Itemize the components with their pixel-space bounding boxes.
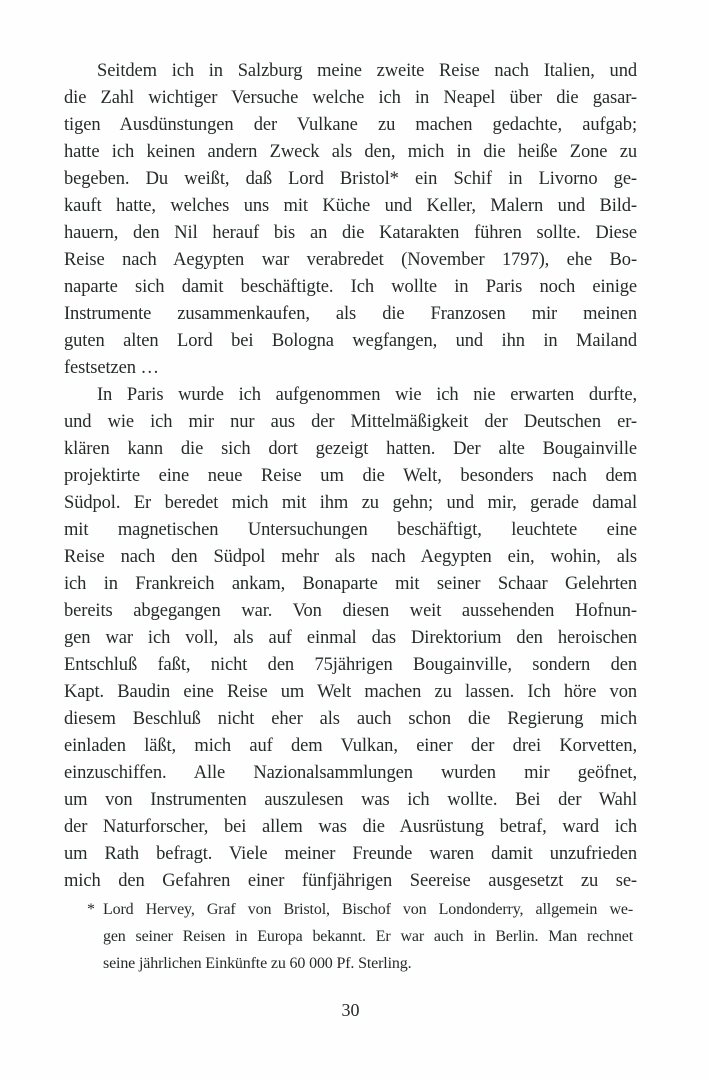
text-line: Entschluß faßt, nicht den 75jährigen Bougainville, sondern den [64,655,637,675]
text-line: In Paris wurde ich aufgenommen wie ich nie erwarten durfte, [97,385,637,405]
body-text [64,58,637,895]
text-line: mich den Gefahren einer fünfjährigen Seereise ausgesetzt zu se- [64,871,637,891]
text-line: projektirte eine neue Reise um die Welt, besonders nach dem [64,466,637,486]
text-line: gen war ich voll, als auf einmal das Direktorium den heroischen [64,628,637,648]
text-line: bereits abgegangen war. Von diesen weit aussehenden Hofnun- [64,601,637,621]
text-line: Instrumente zusammenkaufen, als die Franzosen mir meinen [64,304,637,324]
text-line: diesem Beschluß nicht eher als auch schon die Regierung mich [64,709,637,729]
text-line: gen seiner Reisen in Europa bekannt. Er war auch in Berlin. Man rechnet [103,928,633,945]
text-line: Kapt. Baudin eine Reise um Welt machen zu lassen. Ich höre von [64,682,637,702]
text-line: Lord Hervey, Graf von Bristol, Bischof von Londonderry, allgemein we- [103,901,633,918]
text-line: hatte ich keinen andern Zweck als den, mich in die heiße Zone zu [64,142,637,162]
text-line: Südpol. Er beredet mich mit ihm zu gehn; und mir, gerade damal [64,493,637,513]
text-line: festsetzen … [64,358,159,378]
page-number: 30 [341,1000,360,1020]
text-line: Reise nach den Südpol mehr als nach Aegypten ein, wohin, als [64,547,637,567]
text-line: Seitdem ich in Salzburg meine zweite Reise nach Italien, und [97,61,637,81]
text-line: die Zahl wichtiger Versuche welche ich in Neapel über die gasar- [64,88,637,108]
text-line: seine jährlichen Einkünfte zu 60 000 Pf. Sterling. [103,955,412,972]
text-line: Reise nach Aegypten war verabredet (November 1797), ehe Bo- [64,250,637,270]
text-line: kauft hatte, welches uns mit Küche und Keller, Malern und Bild- [64,196,637,216]
text-line: mit magnetischen Untersuchungen beschäftigt, leuchtete eine [64,520,637,540]
text-line: tigen Ausdünstungen der Vulkane zu machen gedachte, aufgab; [64,115,637,135]
text-line: um von Instrumenten auszulesen was ich wollte. Bei der Wahl [64,790,637,810]
paragraph [64,58,637,382]
text-line: guten alten Lord bei Bologna wegfangen, und ihn in Mailand [64,331,637,351]
text-line: einladen läßt, mich auf dem Vulkan, einer der drei Korvetten, [64,736,637,756]
footnote-text [103,896,633,977]
text-line: hauern, den Nil herauf bis an die Katarakten führen sollte. Diese [64,223,637,243]
text-line: klären kann die sich dort gezeigt hatten. Der alte Bougainville [64,439,637,459]
paragraph [64,382,637,895]
text-line: naparte sich damit beschäftigte. Ich wollte in Paris noch einige [64,277,637,297]
footnote-marker: * [87,901,95,918]
text-line: um Rath befragt. Viele meiner Freunde waren damit unzufrieden [64,844,637,864]
footnote [87,896,633,977]
text-line: und wie ich mir nur aus der Mittelmäßigkeit der Deutschen er- [64,412,637,432]
text-line: einzuschiffen. Alle Nazionalsammlungen wurden mir geöfnet, [64,763,637,783]
text-line: begeben. Du weißt, daß Lord Bristol* ein Schif in Livorno ge- [64,169,637,189]
text-line: der Naturforscher, bei allem was die Ausrüstung betraf, ward ich [64,817,637,837]
text-line: ich in Frankreich ankam, Bonaparte mit seiner Schaar Gelehrten [64,574,637,594]
